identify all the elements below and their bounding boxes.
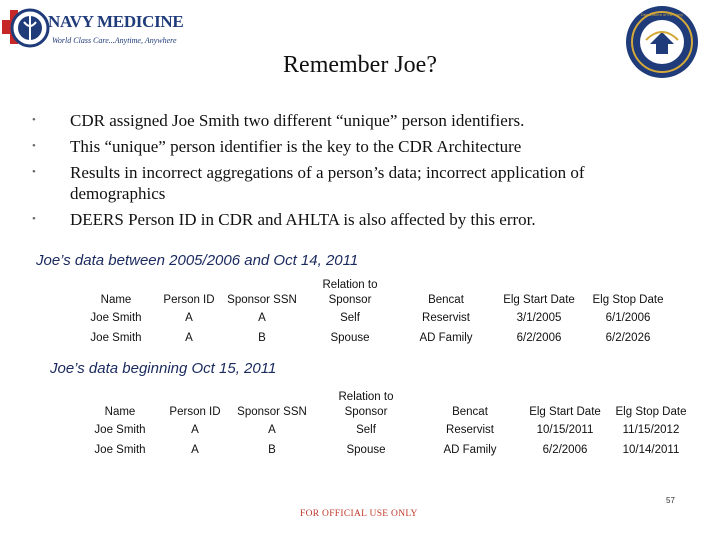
cell-name: Joe Smith	[90, 332, 142, 344]
col-header-name: Name	[100, 294, 132, 306]
data-table-before	[76, 278, 672, 348]
col-header-person-id: Person ID	[169, 406, 221, 418]
table-heading-before: Joe’s data between 2005/2006 and Oct 14, 2011	[36, 252, 359, 269]
bullet-item	[30, 136, 670, 157]
cell-sponsor-ssn: A	[268, 424, 276, 436]
bullet-item	[30, 162, 670, 204]
cell-elg-start: 6/2/2006	[516, 332, 562, 344]
cell-bencat: AD Family	[443, 444, 497, 456]
col-header-elg-stop: Elg Stop Date	[615, 406, 687, 418]
table-row	[80, 420, 694, 440]
cell-elg-start: 10/15/2011	[536, 424, 594, 436]
table-header-row	[80, 390, 694, 420]
cell-person-id: A	[185, 312, 193, 324]
cell-elg-stop: 6/2/2026	[605, 332, 651, 344]
bullet-text: Results in incorrect aggregations of a person’s data; incorrect application of demographics	[70, 163, 585, 203]
logo-tagline: World Class Care...Anytime, Anywhere	[52, 36, 177, 45]
cell-elg-start: 3/1/2005	[516, 312, 562, 324]
col-header-name: Name	[104, 406, 136, 418]
bullet-item	[30, 110, 670, 131]
cell-sponsor-ssn: B	[258, 332, 266, 344]
bullet-icon: •	[32, 114, 36, 126]
cell-sponsor-ssn: B	[268, 444, 276, 456]
cell-elg-stop: 11/15/2012	[622, 424, 680, 436]
bullet-item	[30, 209, 670, 230]
bullet-text: CDR assigned Joe Smith two different “unique” person identifiers.	[70, 111, 525, 130]
cell-sponsor-ssn: A	[258, 312, 266, 324]
col-header-relation: Relation to Sponsor	[322, 279, 378, 306]
col-header-sponsor-ssn: Sponsor SSN	[227, 294, 297, 306]
cell-elg-stop: 6/1/2006	[605, 312, 651, 324]
col-header-elg-stop: Elg Stop Date	[592, 294, 664, 306]
cell-name: Joe Smith	[94, 424, 146, 436]
navy-medicine-emblem-icon	[2, 4, 50, 54]
cell-elg-start: 6/2/2006	[542, 444, 588, 456]
cell-person-id: A	[191, 424, 199, 436]
cell-relation: Self	[340, 312, 360, 324]
cell-name: Joe Smith	[90, 312, 142, 324]
navy-medicine-logo	[0, 2, 190, 54]
data-table-after	[80, 390, 694, 460]
page-number: 57	[666, 496, 675, 505]
slide-title: Remember Joe?	[283, 52, 437, 78]
logo-wordmark: NAVY MEDICINE	[48, 12, 184, 31]
bullet-icon: •	[32, 166, 36, 178]
bullet-text: This “unique” person identifier is the key to the CDR Architecture	[70, 137, 522, 156]
bullet-icon: •	[32, 213, 36, 225]
cell-relation: Spouse	[346, 444, 386, 456]
table-row	[76, 328, 672, 348]
table-row	[76, 308, 672, 328]
seal-text: Department of the Navy	[640, 12, 684, 17]
classification-footer: FOR OFFICIAL USE ONLY	[300, 509, 418, 519]
cell-person-id: A	[191, 444, 199, 456]
table-header-row	[76, 278, 672, 308]
table-heading-after: Joe’s data beginning Oct 15, 2011	[50, 360, 277, 377]
cell-relation: Self	[356, 424, 376, 436]
cell-person-id: A	[185, 332, 193, 344]
col-header-elg-start: Elg Start Date	[529, 406, 601, 418]
table-row	[80, 440, 694, 460]
cell-elg-stop: 10/14/2011	[622, 444, 680, 456]
col-header-bencat: Bencat	[428, 294, 464, 306]
bullet-text: DEERS Person ID in CDR and AHLTA is also affected by this error.	[70, 210, 536, 229]
bullet-list	[30, 110, 670, 235]
bullet-icon: •	[32, 140, 36, 152]
cell-relation: Spouse	[330, 332, 370, 344]
col-header-bencat: Bencat	[452, 406, 488, 418]
col-header-relation: Relation to Sponsor	[338, 391, 394, 418]
col-header-elg-start: Elg Start Date	[503, 294, 575, 306]
cell-bencat: AD Family	[419, 332, 473, 344]
cell-bencat: Reservist	[422, 312, 470, 324]
cell-bencat: Reservist	[446, 424, 494, 436]
col-header-person-id: Person ID	[163, 294, 215, 306]
col-header-sponsor-ssn: Sponsor SSN	[237, 406, 307, 418]
cell-name: Joe Smith	[94, 444, 146, 456]
